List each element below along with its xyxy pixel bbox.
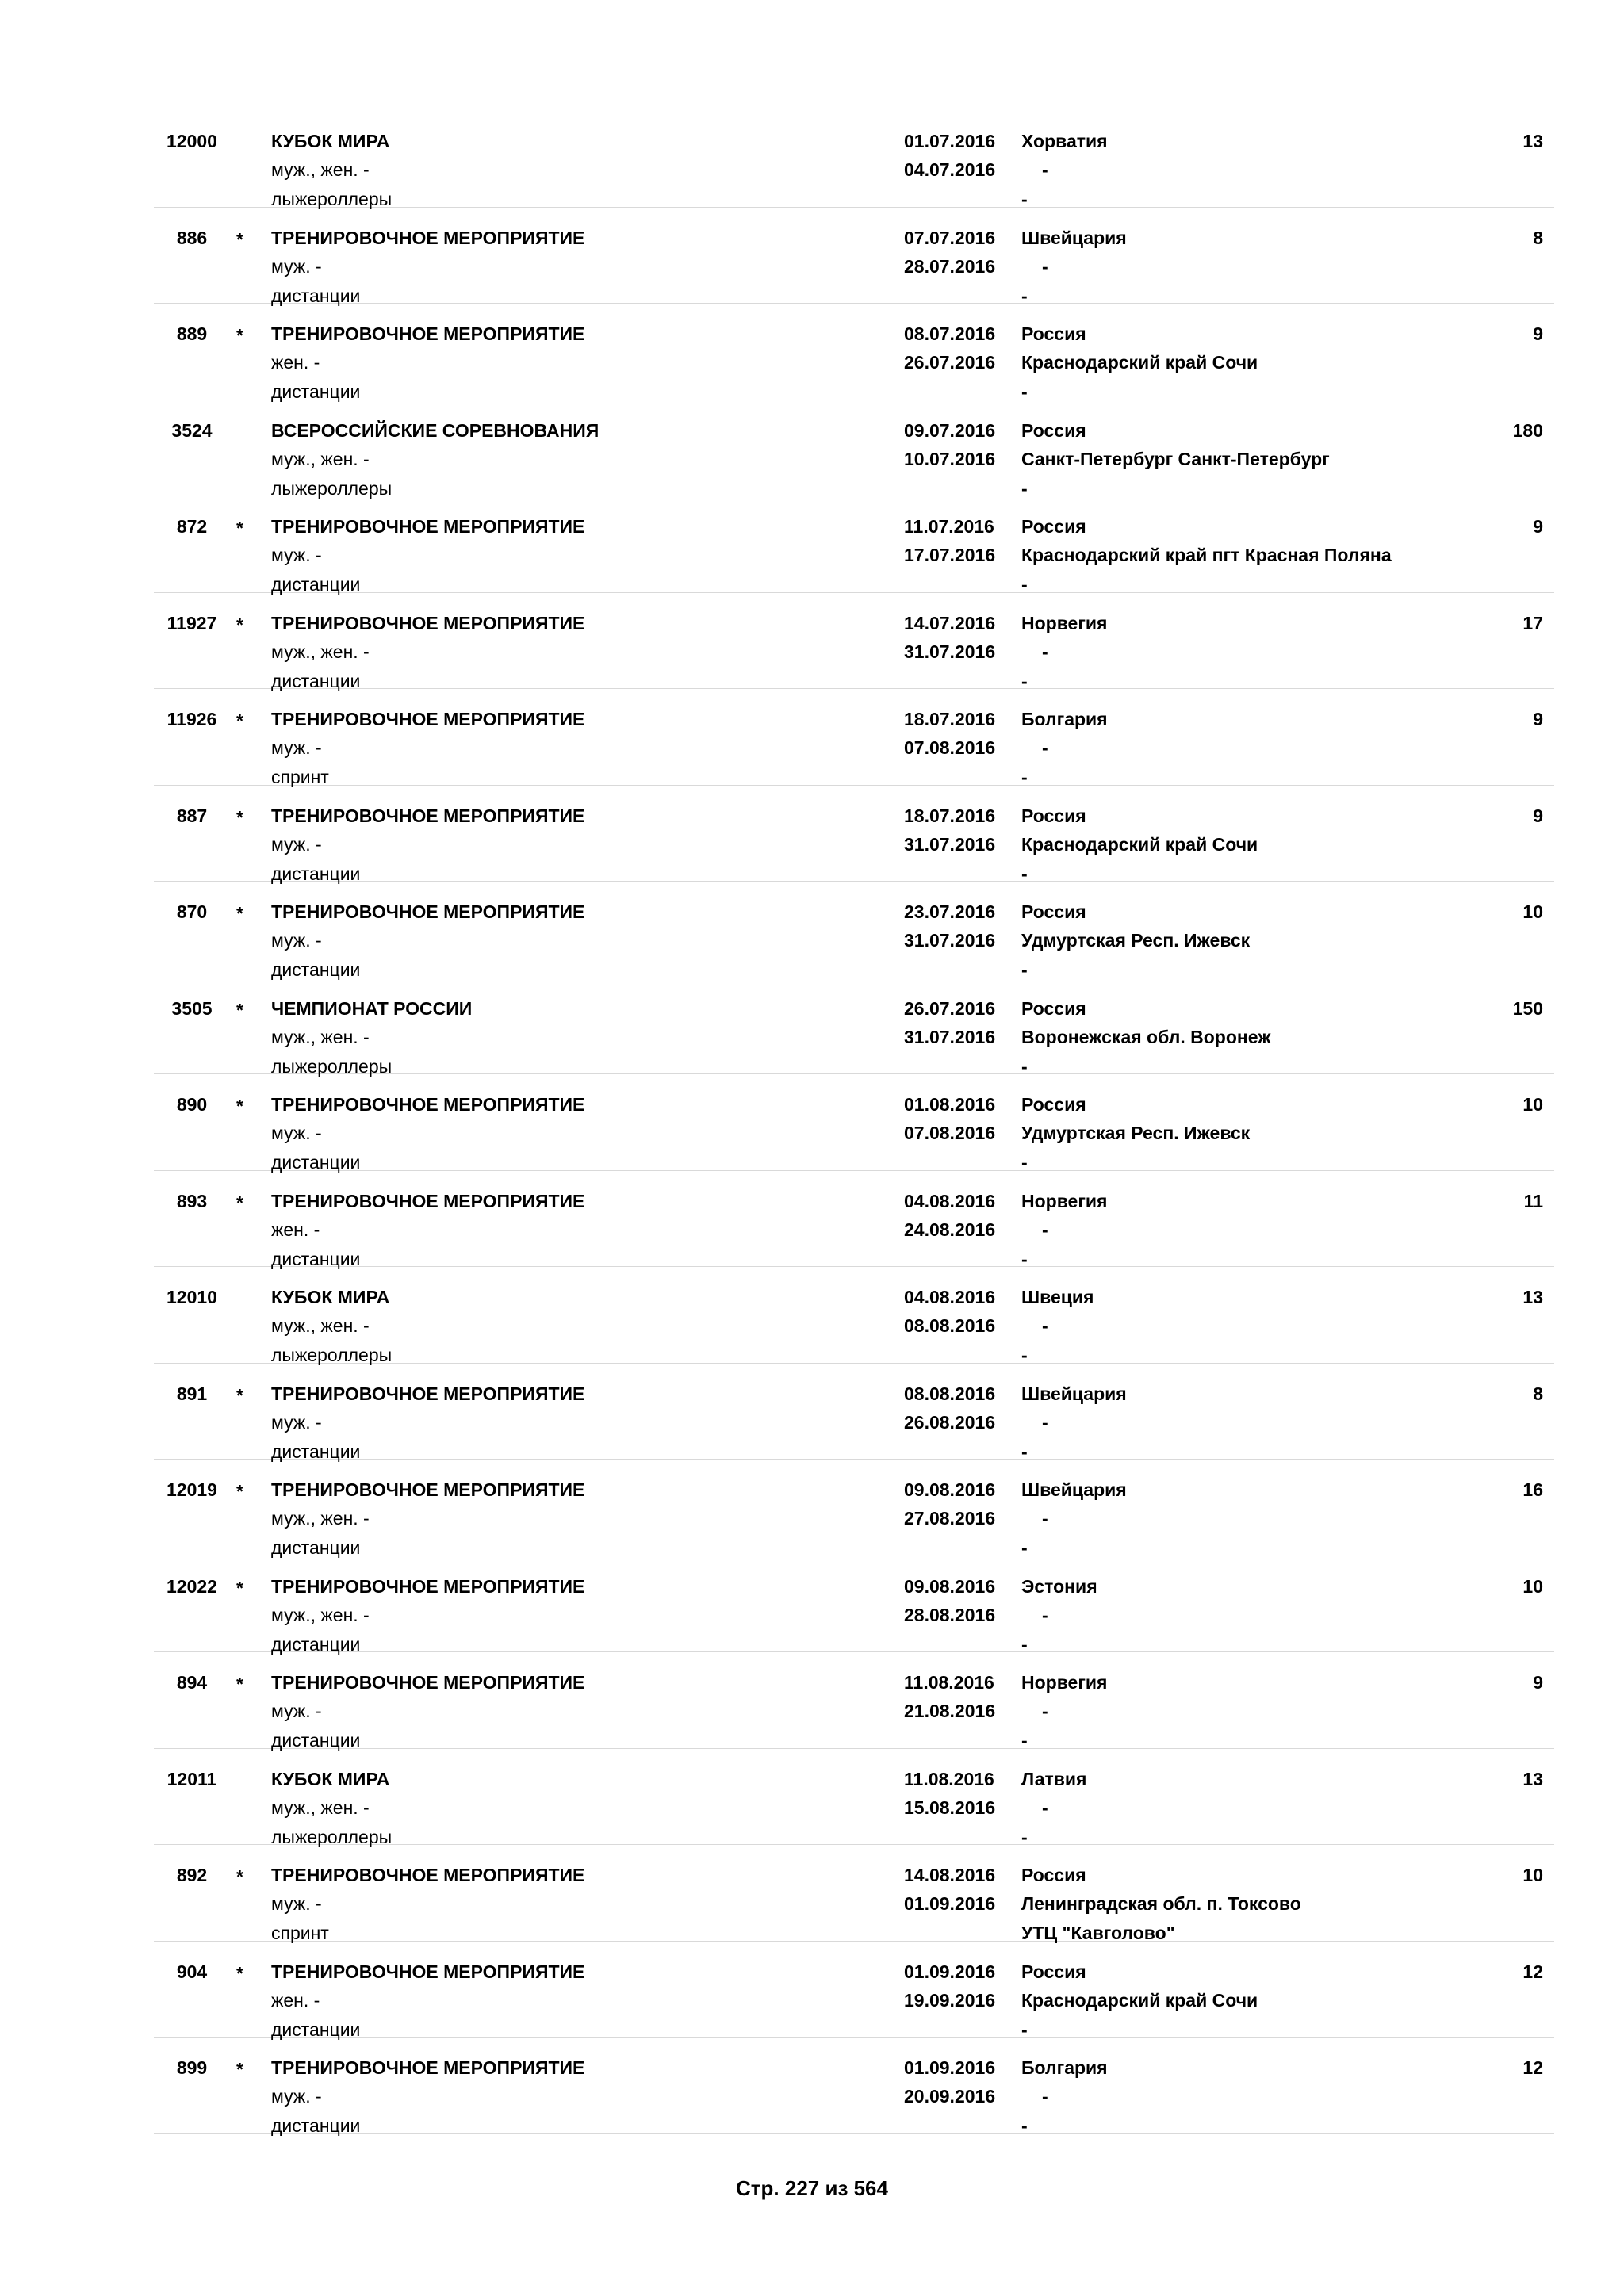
event-id: 889	[176, 323, 208, 344]
participant-count: 13	[1522, 131, 1543, 151]
event-row	[154, 593, 1554, 690]
event-city: -	[1042, 1219, 1048, 1240]
event-region: Краснодарский край Сочи	[1021, 833, 1258, 855]
event-id: 12022	[167, 1575, 217, 1597]
star-marker: *	[236, 1384, 243, 1406]
event-country: Болгария	[1021, 709, 1108, 729]
start-date: 11.08.2016	[904, 1672, 994, 1693]
event-venue: -	[1021, 189, 1028, 209]
event-title: ТРЕНИРОВОЧНОЕ МЕРОПРИЯТИЕ	[271, 805, 585, 826]
star-marker: *	[236, 1192, 243, 1213]
event-country: Швейцария	[1021, 1479, 1127, 1500]
end-date: 28.08.2016	[904, 1604, 996, 1625]
event-country: Россия	[1021, 901, 1086, 922]
event-country: Швейцария	[1021, 1383, 1127, 1404]
start-date: 04.08.2016	[904, 1287, 996, 1307]
event-row	[154, 1845, 1554, 1942]
event-region: Удмуртская Респ. Ижевск	[1021, 930, 1251, 951]
event-row	[154, 2038, 1554, 2134]
start-date: 04.08.2016	[904, 1190, 996, 1211]
start-date: 01.09.2016	[904, 1961, 996, 1982]
event-venue: -	[1021, 1633, 1028, 1655]
event-city: -	[1042, 1604, 1048, 1625]
event-country: Норвегия	[1021, 612, 1108, 633]
end-date: 27.08.2016	[904, 1508, 996, 1529]
event-country: Норвегия	[1021, 1190, 1108, 1211]
event-id: 12000	[167, 131, 217, 151]
participant-count: 11	[1523, 1190, 1543, 1211]
participant-count: 9	[1533, 1672, 1543, 1693]
event-id: 886	[176, 227, 208, 248]
start-date: 09.08.2016	[904, 1575, 996, 1597]
event-gender: муж. -	[271, 2086, 322, 2107]
event-city: -	[1042, 1701, 1048, 1721]
event-venue: -	[1021, 1152, 1028, 1173]
end-date: 21.08.2016	[904, 1701, 996, 1721]
participant-count: 13	[1522, 1768, 1543, 1789]
event-venue: -	[1021, 285, 1028, 306]
event-venue: -	[1021, 670, 1028, 691]
event-discipline: спринт	[271, 1923, 329, 1943]
event-row	[154, 1460, 1554, 1556]
event-discipline: дистанции	[271, 2115, 361, 2136]
event-gender: муж. -	[271, 1123, 322, 1143]
end-date: 31.07.2016	[904, 1026, 996, 1047]
start-date: 01.08.2016	[904, 1094, 996, 1115]
event-city: -	[1042, 1508, 1048, 1529]
participant-count: 17	[1522, 612, 1543, 633]
end-date: 31.07.2016	[904, 930, 996, 951]
event-title: ТРЕНИРОВОЧНОЕ МЕРОПРИЯТИЕ	[271, 1575, 585, 1597]
end-date: 17.07.2016	[904, 545, 996, 565]
event-discipline: лыжероллеры	[271, 1055, 393, 1077]
event-gender: муж. -	[271, 1701, 322, 1721]
event-title: КУБОК МИРА	[271, 131, 390, 151]
event-venue: -	[1021, 959, 1028, 980]
event-venue: -	[1021, 2019, 1028, 2040]
event-row	[154, 1556, 1554, 1653]
event-discipline: дистанции	[271, 1152, 361, 1173]
event-country: Россия	[1021, 1961, 1086, 1982]
event-country: Россия	[1021, 997, 1086, 1019]
event-row	[154, 111, 1554, 208]
event-gender: муж. -	[271, 1411, 322, 1433]
start-date: 18.07.2016	[904, 805, 996, 826]
event-city: -	[1042, 1797, 1048, 1818]
event-gender: муж., жен. -	[271, 448, 370, 469]
event-gender: муж. -	[271, 1893, 322, 1914]
star-marker: *	[236, 999, 243, 1020]
event-venue: -	[1021, 1055, 1028, 1077]
event-country: Эстония	[1021, 1575, 1097, 1597]
event-title: ТРЕНИРОВОЧНОЕ МЕРОПРИЯТИЕ	[271, 612, 585, 633]
event-row	[154, 496, 1554, 593]
start-date: 14.08.2016	[904, 1865, 996, 1885]
event-country: Россия	[1021, 1865, 1086, 1885]
event-discipline: дистанции	[271, 670, 361, 691]
event-venue: -	[1021, 767, 1028, 787]
star-marker: *	[236, 1962, 243, 1984]
event-discipline: лыжероллеры	[271, 189, 393, 209]
participant-count: 9	[1533, 805, 1543, 826]
event-gender: муж., жен. -	[271, 159, 370, 180]
event-country: Швейцария	[1021, 227, 1127, 248]
event-gender: муж., жен. -	[271, 641, 370, 662]
event-discipline: лыжероллеры	[271, 1345, 393, 1365]
star-marker: *	[236, 2059, 243, 2080]
event-city: -	[1042, 159, 1048, 180]
event-region: Удмуртская Респ. Ижевск	[1021, 1123, 1251, 1143]
participant-count: 10	[1522, 1575, 1543, 1597]
event-discipline: спринт	[271, 767, 329, 787]
end-date: 15.08.2016	[904, 1797, 996, 1818]
event-id: 904	[176, 1961, 208, 1982]
end-date: 07.08.2016	[904, 737, 996, 758]
event-discipline: дистанции	[271, 2019, 361, 2040]
event-id: 870	[176, 901, 208, 922]
participant-count: 10	[1522, 901, 1543, 922]
event-discipline: дистанции	[271, 285, 361, 306]
participant-count: 9	[1533, 709, 1543, 729]
event-title: ВСЕРОССИЙСКИЕ СОРЕВНОВАНИЯ	[271, 419, 599, 441]
start-date: 11.08.2016	[904, 1768, 994, 1789]
participant-count: 12	[1522, 1961, 1543, 1982]
end-date: 19.09.2016	[904, 1989, 996, 2011]
event-city: -	[1042, 1315, 1048, 1336]
event-id: 890	[176, 1094, 208, 1115]
event-venue: -	[1021, 2115, 1028, 2136]
event-row	[154, 1749, 1554, 1846]
event-row	[154, 1652, 1554, 1749]
events-table	[154, 111, 1554, 2134]
event-row	[154, 1364, 1554, 1460]
event-country: Россия	[1021, 323, 1086, 344]
event-gender: жен. -	[271, 1219, 320, 1240]
end-date: 26.07.2016	[904, 352, 996, 373]
event-title: ТРЕНИРОВОЧНОЕ МЕРОПРИЯТИЕ	[271, 323, 585, 344]
event-country: Россия	[1021, 516, 1086, 537]
event-id: 887	[176, 805, 208, 826]
event-country: Россия	[1021, 419, 1086, 441]
event-city: -	[1042, 641, 1048, 662]
start-date: 07.07.2016	[904, 227, 996, 248]
event-venue: -	[1021, 1345, 1028, 1365]
end-date: 24.08.2016	[904, 1219, 996, 1240]
event-id: 11927	[167, 612, 217, 633]
event-gender: жен. -	[271, 1989, 320, 2011]
event-title: ТРЕНИРОВОЧНОЕ МЕРОПРИЯТИЕ	[271, 901, 585, 922]
star-marker: *	[236, 1577, 243, 1598]
event-gender: муж. -	[271, 545, 322, 565]
event-id: 12019	[167, 1479, 217, 1500]
star-marker: *	[236, 1096, 243, 1116]
event-title: ТРЕНИРОВОЧНОЕ МЕРОПРИЯТИЕ	[271, 516, 585, 537]
end-date: 07.08.2016	[904, 1123, 996, 1143]
event-venue: УТЦ "Кавголово"	[1021, 1923, 1175, 1943]
event-venue: -	[1021, 1826, 1028, 1847]
event-title: КУБОК МИРА	[271, 1768, 390, 1789]
event-gender: муж., жен. -	[271, 1604, 370, 1625]
event-row	[154, 1074, 1554, 1171]
event-gender: муж. -	[271, 737, 322, 758]
event-country: Швеция	[1021, 1287, 1094, 1307]
event-gender: жен. -	[271, 352, 320, 373]
event-venue: -	[1021, 1730, 1028, 1751]
event-region: Краснодарский край пгт Красная Поляна	[1021, 545, 1392, 565]
event-venue: -	[1021, 574, 1028, 595]
star-marker: *	[236, 1481, 243, 1502]
start-date: 09.08.2016	[904, 1479, 996, 1500]
start-date: 18.07.2016	[904, 709, 996, 729]
event-id: 11926	[167, 709, 217, 729]
star-marker: *	[236, 903, 243, 924]
participant-count: 10	[1522, 1865, 1543, 1885]
participant-count: 180	[1512, 419, 1543, 441]
start-date: 01.07.2016	[904, 131, 996, 151]
event-title: ТРЕНИРОВОЧНОЕ МЕРОПРИЯТИЕ	[271, 1094, 585, 1115]
end-date: 20.09.2016	[904, 2086, 996, 2107]
participant-count: 8	[1533, 1383, 1543, 1404]
event-row	[154, 882, 1554, 978]
event-id: 893	[176, 1190, 208, 1211]
event-venue: -	[1021, 1248, 1028, 1269]
event-discipline: дистанции	[271, 959, 361, 980]
end-date: 10.07.2016	[904, 448, 996, 469]
end-date: 04.07.2016	[904, 159, 996, 180]
event-gender: муж., жен. -	[271, 1315, 370, 1336]
event-country: Норвегия	[1021, 1672, 1108, 1693]
event-discipline: лыжероллеры	[271, 1826, 393, 1847]
event-city: -	[1042, 737, 1048, 758]
participant-count: 13	[1522, 1287, 1543, 1307]
start-date: 26.07.2016	[904, 997, 996, 1019]
event-row	[154, 304, 1554, 400]
event-discipline: дистанции	[271, 863, 361, 884]
event-row	[154, 1942, 1554, 2038]
participant-count: 10	[1522, 1094, 1543, 1115]
event-region: Ленинградская обл. п. Токсово	[1021, 1893, 1301, 1914]
event-id: 12010	[167, 1287, 217, 1307]
event-venue: -	[1021, 477, 1028, 499]
event-country: Латвия	[1021, 1768, 1087, 1789]
event-discipline: дистанции	[271, 574, 361, 595]
event-country: Хорватия	[1021, 131, 1108, 151]
end-date: 31.07.2016	[904, 641, 996, 662]
event-title: ТРЕНИРОВОЧНОЕ МЕРОПРИЯТИЕ	[271, 1865, 585, 1885]
event-row	[154, 786, 1554, 882]
event-row	[154, 978, 1554, 1075]
event-row	[154, 1267, 1554, 1364]
end-date: 01.09.2016	[904, 1893, 996, 1914]
star-marker: *	[236, 710, 243, 731]
event-id: 872	[176, 516, 208, 537]
event-id: 3505	[171, 997, 213, 1019]
event-country: Болгария	[1021, 2057, 1108, 2078]
event-title: КУБОК МИРА	[271, 1287, 390, 1307]
event-country: Россия	[1021, 1094, 1086, 1115]
event-title: ТРЕНИРОВОЧНОЕ МЕРОПРИЯТИЕ	[271, 1961, 585, 1982]
event-id: 891	[176, 1383, 208, 1404]
event-title: ТРЕНИРОВОЧНОЕ МЕРОПРИЯТИЕ	[271, 1383, 585, 1404]
event-city: -	[1042, 1411, 1048, 1433]
event-venue: -	[1021, 1537, 1028, 1558]
event-region: Краснодарский край Сочи	[1021, 1989, 1258, 2011]
event-gender: муж. -	[271, 833, 322, 855]
participant-count: 12	[1522, 2057, 1543, 2078]
event-gender: муж., жен. -	[271, 1508, 370, 1529]
event-row	[154, 1171, 1554, 1268]
event-row	[154, 208, 1554, 304]
end-date: 28.07.2016	[904, 255, 996, 277]
event-city: -	[1042, 255, 1048, 277]
star-marker: *	[236, 228, 243, 250]
end-date: 26.08.2016	[904, 1411, 996, 1433]
event-region: Санкт-Петербург Санкт-Петербург	[1021, 448, 1330, 469]
event-id: 892	[176, 1865, 208, 1885]
event-city: -	[1042, 2086, 1048, 2107]
event-discipline: дистанции	[271, 1441, 361, 1462]
start-date: 01.09.2016	[904, 2057, 996, 2078]
start-date: 11.07.2016	[904, 516, 994, 537]
star-marker: *	[236, 614, 243, 635]
star-marker: *	[236, 325, 243, 346]
star-marker: *	[236, 518, 243, 538]
event-title: ТРЕНИРОВОЧНОЕ МЕРОПРИЯТИЕ	[271, 1479, 585, 1500]
start-date: 09.07.2016	[904, 419, 996, 441]
event-row	[154, 689, 1554, 786]
star-marker: *	[236, 1866, 243, 1887]
participant-count: 8	[1533, 227, 1543, 248]
event-venue: -	[1021, 1441, 1028, 1462]
participant-count: 9	[1533, 516, 1543, 537]
event-region: Воронежская обл. Воронеж	[1021, 1026, 1271, 1047]
event-country: Россия	[1021, 805, 1086, 826]
event-gender: муж. -	[271, 930, 322, 951]
event-title: ТРЕНИРОВОЧНОЕ МЕРОПРИЯТИЕ	[271, 227, 585, 248]
star-marker: *	[236, 1674, 243, 1694]
start-date: 08.08.2016	[904, 1383, 996, 1404]
event-id: 894	[176, 1672, 208, 1693]
event-gender: муж., жен. -	[271, 1026, 370, 1047]
event-row	[154, 400, 1554, 497]
event-discipline: дистанции	[271, 381, 361, 402]
event-gender: муж., жен. -	[271, 1797, 370, 1818]
start-date: 08.07.2016	[904, 323, 996, 344]
end-date: 08.08.2016	[904, 1315, 996, 1336]
participant-count: 150	[1512, 997, 1543, 1019]
participant-count: 16	[1522, 1479, 1543, 1500]
event-discipline: дистанции	[271, 1730, 361, 1751]
event-venue: -	[1021, 863, 1028, 884]
event-discipline: лыжероллеры	[271, 477, 393, 499]
event-id: 12011	[167, 1768, 217, 1789]
event-title: ТРЕНИРОВОЧНОЕ МЕРОПРИЯТИЕ	[271, 1672, 585, 1693]
start-date: 23.07.2016	[904, 901, 996, 922]
event-id: 899	[176, 2057, 208, 2078]
event-discipline: дистанции	[271, 1248, 361, 1269]
event-venue: -	[1021, 381, 1028, 402]
event-title: ТРЕНИРОВОЧНОЕ МЕРОПРИЯТИЕ	[271, 1190, 585, 1211]
event-title: ТРЕНИРОВОЧНОЕ МЕРОПРИЯТИЕ	[271, 2057, 585, 2078]
event-discipline: дистанции	[271, 1537, 361, 1558]
event-gender: муж. -	[271, 255, 322, 277]
star-marker: *	[236, 806, 243, 828]
start-date: 14.07.2016	[904, 612, 996, 633]
page-number: Стр. 227 из 564	[736, 2176, 888, 2200]
event-title: ЧЕМПИОНАТ РОССИИ	[271, 997, 473, 1019]
event-discipline: дистанции	[271, 1633, 361, 1655]
event-id: 3524	[171, 419, 213, 441]
event-region: Краснодарский край Сочи	[1021, 352, 1258, 373]
end-date: 31.07.2016	[904, 833, 996, 855]
event-title: ТРЕНИРОВОЧНОЕ МЕРОПРИЯТИЕ	[271, 709, 585, 729]
participant-count: 9	[1533, 323, 1543, 344]
